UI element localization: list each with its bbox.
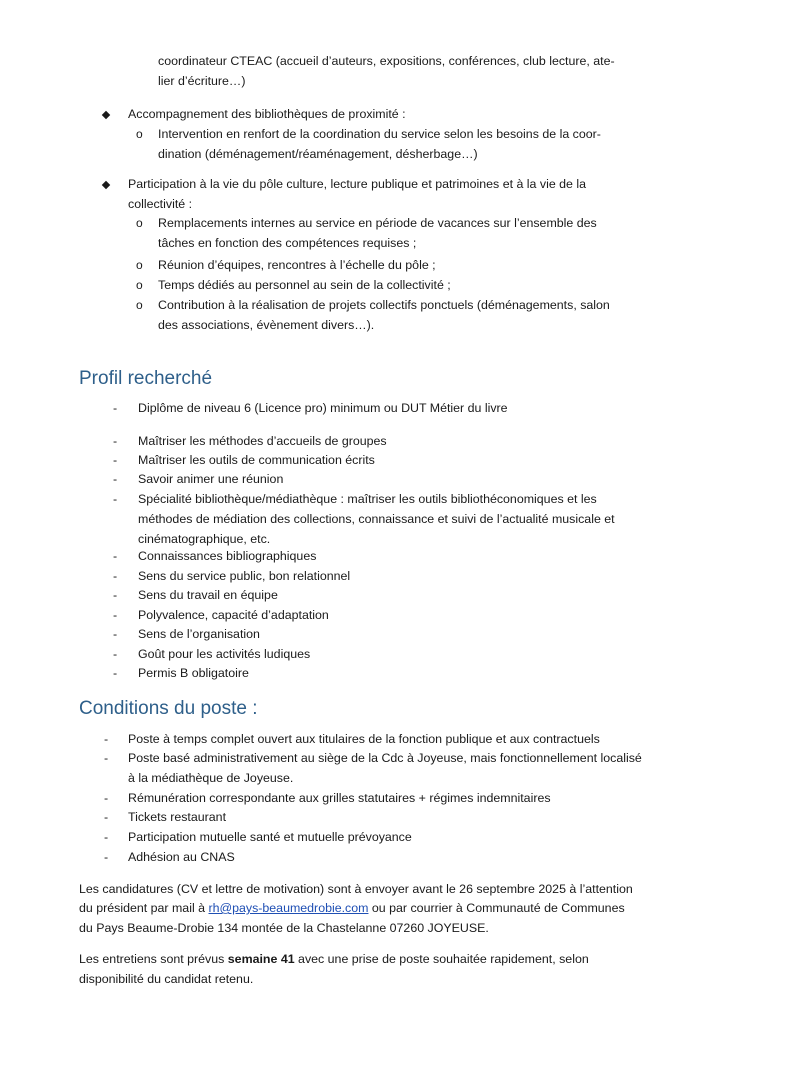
condition-item: Participation mutuelle santé et mutuelle prévoyance xyxy=(128,830,412,844)
dash-bullet: - xyxy=(113,472,118,486)
dash-bullet: - xyxy=(113,492,118,506)
candidatures-text: ou par courrier à Communauté de Communes xyxy=(368,901,625,915)
dash-bullet: - xyxy=(113,453,118,467)
dash-bullet: - xyxy=(104,810,109,824)
condition-item: Rémunération correspondante aux grilles statutaires + régimes indemnitaires xyxy=(128,791,551,805)
sub-item-line: tâches en fonction des compétences requises ; xyxy=(158,236,417,250)
sub-item-line: Temps dédiés au personnel au sein de la collectivité ; xyxy=(158,278,451,292)
profil-item: Maîtriser les méthodes d’accueils de groupes xyxy=(138,434,387,448)
dash-bullet: - xyxy=(113,627,118,641)
circle-bullet-icon: o xyxy=(136,216,143,230)
candidatures-text: du président par mail à xyxy=(79,901,209,915)
entretiens-line: disponibilité du candidat retenu. xyxy=(79,972,254,986)
condition-item: Tickets restaurant xyxy=(128,810,227,824)
profil-item: Sens de l’organisation xyxy=(138,627,260,641)
profil-item: Savoir animer une réunion xyxy=(138,472,284,486)
dash-bullet: - xyxy=(113,608,118,622)
sub-item-line: dination (déménagement/réaménagement, désherbage…) xyxy=(158,147,478,161)
profil-item: Spécialité bibliothèque/médiathèque : maîtriser les outils bibliothéconomiques et les xyxy=(138,492,597,506)
bullet-title: collectivité : xyxy=(128,197,193,211)
dash-bullet: - xyxy=(113,588,118,602)
section-heading-profil: Profil recherché xyxy=(79,368,213,389)
profil-item: Connaissances bibliographiques xyxy=(138,549,317,563)
section-heading-conditions: Conditions du poste : xyxy=(79,698,258,719)
bullet-title: Participation à la vie du pôle culture, lecture publique et patrimoines et à la vie de la xyxy=(128,177,587,191)
candidatures-line xyxy=(79,899,700,918)
diamond-bullet-icon xyxy=(102,111,110,119)
dash-bullet: - xyxy=(113,434,118,448)
circle-bullet-icon: o xyxy=(136,258,143,272)
sub-item-line: Intervention en renfort de la coordination du service selon les besoins de la coor- xyxy=(158,127,601,141)
dash-bullet: - xyxy=(104,732,109,746)
sub-item-line: Remplacements internes au service en période de vacances sur l’ensemble des xyxy=(158,216,597,230)
circle-bullet-icon: o xyxy=(136,127,143,141)
profil-item: Goût pour les activités ludiques xyxy=(138,647,311,661)
cont-line-2: lier d’écriture…) xyxy=(158,74,246,88)
profil-item: Sens du travail en équipe xyxy=(138,588,278,602)
condition-item: Poste à temps complet ouvert aux titulaires de la fonction publique et aux contractuels xyxy=(128,732,600,746)
dash-bullet: - xyxy=(104,850,109,864)
dash-bullet: - xyxy=(113,401,118,415)
bullet-title: Accompagnement des bibliothèques de proximité : xyxy=(128,107,406,121)
circle-bullet-icon: o xyxy=(136,298,143,312)
entretiens-line xyxy=(79,950,700,969)
condition-item: Poste basé administrativement au siège de la Cdc à Joyeuse, mais fonctionnellement localisé xyxy=(128,751,642,765)
dash-bullet: - xyxy=(113,549,118,563)
dash-bullet: - xyxy=(104,830,109,844)
profil-item: Maîtriser les outils de communication écrits xyxy=(138,453,375,467)
profil-item: Polyvalence, capacité d’adaptation xyxy=(138,608,329,622)
profil-item: méthodes de médiation des collections, connaissance et suivi de l’actualité musicale et xyxy=(138,512,615,526)
sub-item-line: Réunion d’équipes, rencontres à l’échelle du pôle ; xyxy=(158,258,436,272)
email-link[interactable]: rh@pays-beaumedrobie.com xyxy=(208,901,369,915)
condition-item: Adhésion au CNAS xyxy=(128,850,235,864)
candidatures-line: du Pays Beaume-Drobie 134 montée de la Chastelanne 07260 JOYEUSE. xyxy=(79,921,489,935)
entretiens-text: avec une prise de poste souhaitée rapidement, selon xyxy=(294,952,589,966)
cont-line-1: coordinateur CTEAC (accueil d’auteurs, expositions, conférences, club lecture, ate- xyxy=(158,54,615,68)
candidatures-line: Les candidatures (CV et lettre de motivation) sont à envoyer avant le 26 septembre 2025 à l’attention xyxy=(79,882,633,896)
entretiens-week: semaine 41 xyxy=(227,952,295,966)
dash-bullet: - xyxy=(113,647,118,661)
diamond-bullet-icon xyxy=(102,181,110,189)
entretiens-text: Les entretiens sont prévus xyxy=(79,952,228,966)
dash-bullet: - xyxy=(113,666,118,680)
sub-item-line: Contribution à la réalisation de projets collectifs ponctuels (déménagements, salon xyxy=(158,298,610,312)
profil-item: Sens du service public, bon relationnel xyxy=(138,569,351,583)
profil-item: cinématographique, etc. xyxy=(138,532,271,546)
condition-item: à la médiathèque de Joyeuse. xyxy=(128,771,294,785)
dash-bullet: - xyxy=(104,791,109,805)
profil-item: Diplôme de niveau 6 (Licence pro) minimum ou DUT Métier du livre xyxy=(138,401,508,415)
sub-item-line: des associations, évènement divers…). xyxy=(158,318,375,332)
dash-bullet: - xyxy=(104,751,109,765)
profil-item: Permis B obligatoire xyxy=(138,666,249,680)
dash-bullet: - xyxy=(113,569,118,583)
circle-bullet-icon: o xyxy=(136,278,143,292)
